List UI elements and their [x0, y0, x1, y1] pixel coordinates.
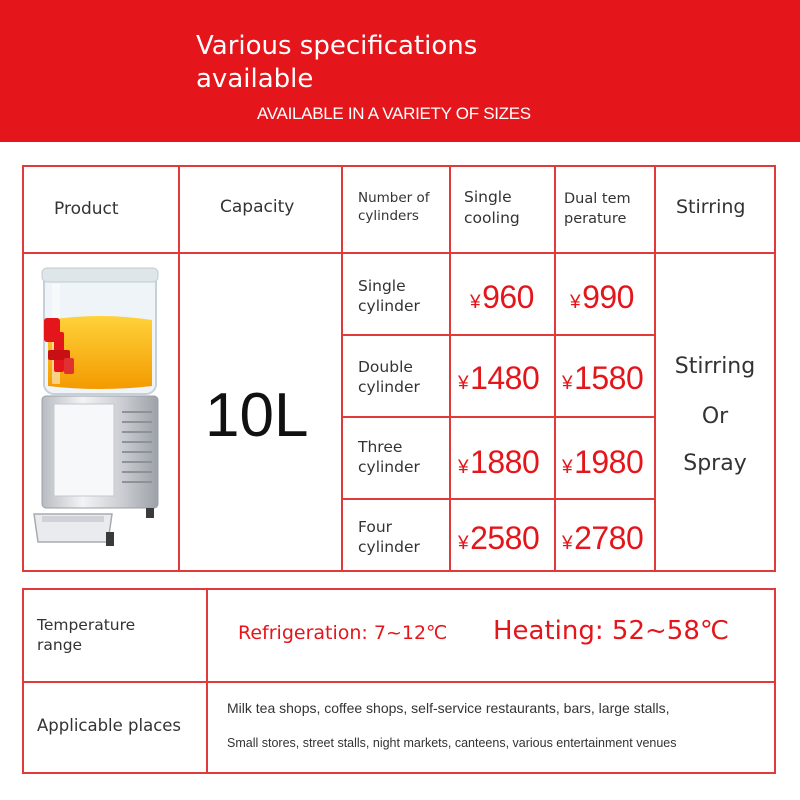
specs-border-top — [22, 588, 776, 590]
table-border-right — [774, 165, 776, 572]
table-border-top — [22, 165, 776, 167]
header-dual-temperature: Dual tem perature — [564, 191, 631, 227]
price-dual-temperature: ¥2780 — [562, 520, 644, 556]
header-cylinders: Number of cylinders — [358, 190, 430, 224]
product-image — [30, 262, 170, 562]
stir-option-or: Or — [701, 404, 729, 429]
row-divider — [341, 334, 656, 336]
specs-border-right — [774, 588, 776, 774]
juice-dispenser-image — [30, 262, 170, 562]
specs-border-left — [22, 588, 24, 774]
col-divider — [178, 165, 180, 572]
col-divider — [341, 165, 343, 572]
places-line-2: Small stores, street stalls, night markets, canteens, various entertainment venues — [227, 736, 677, 750]
row-label-four: Four cylinder — [358, 518, 420, 556]
row-divider — [341, 416, 656, 418]
places-label: Applicable places — [37, 716, 182, 735]
col-divider — [554, 165, 556, 572]
price-dual-temperature: ¥1580 — [562, 360, 644, 396]
price-single-cooling: ¥960 — [470, 279, 534, 315]
header-single-cooling: Single cooling — [464, 188, 520, 227]
table-border-left — [22, 165, 24, 572]
places-line-1: Milk tea shops, coffee shops, self-service restaurants, bars, large stalls, — [227, 700, 670, 716]
price-dual-temperature: ¥990 — [570, 279, 634, 315]
stir-option-stirring: Stirring — [674, 354, 756, 379]
row-label-single: Single cylinder — [358, 277, 420, 315]
capacity-value: 10L — [205, 381, 309, 450]
row-divider — [341, 498, 656, 500]
price-single-cooling: ¥1880 — [458, 444, 540, 480]
banner-subtitle: AVAILABLE IN A VARIETY OF SIZES — [257, 104, 531, 123]
row-label-double: Double cylinder — [358, 358, 420, 396]
specs-border-bottom — [22, 772, 776, 774]
refrigeration-range: Refrigeration: 7~12℃ — [238, 622, 448, 644]
temperature-label: Temperature range — [37, 616, 136, 654]
specs-col-divider — [206, 588, 208, 774]
price-single-cooling: ¥2580 — [458, 520, 540, 556]
col-divider — [449, 165, 451, 572]
heating-range: Heating: 52~58℃ — [493, 616, 730, 646]
price-single-cooling: ¥1480 — [458, 360, 540, 396]
header-banner — [0, 0, 800, 142]
banner-title: Various specifications available — [196, 31, 478, 94]
row-label-three: Three cylinder — [358, 438, 420, 476]
table-border-bottom — [22, 570, 776, 572]
specs-row-divider — [22, 681, 776, 683]
header-product: Product — [54, 199, 119, 219]
header-stirring: Stirring — [676, 196, 746, 218]
price-dual-temperature: ¥1980 — [562, 444, 644, 480]
header-capacity: Capacity — [220, 197, 295, 217]
table-header-divider — [22, 252, 776, 254]
stir-option-spray: Spray — [683, 451, 747, 476]
